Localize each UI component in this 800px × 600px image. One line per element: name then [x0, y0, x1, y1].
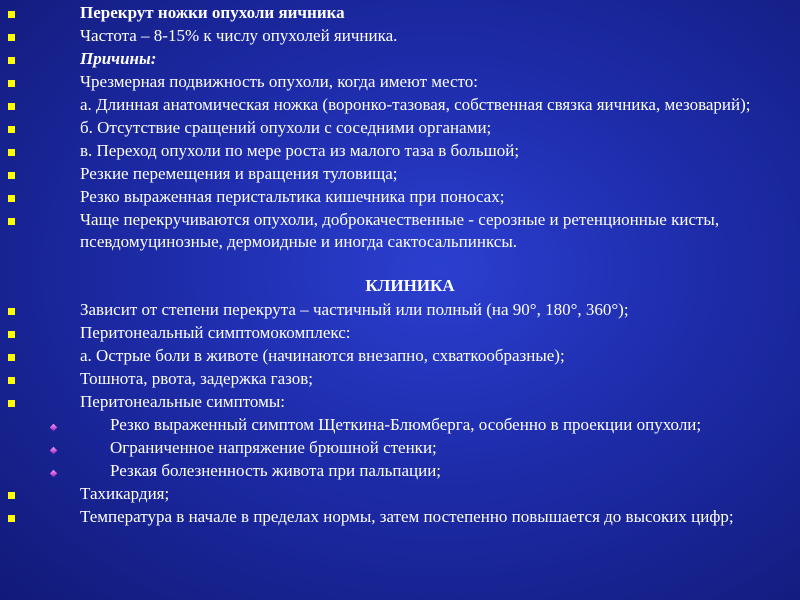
list-item — [0, 2, 800, 24]
list-item-text: Температура в начале в пределах нормы, затем постепенно повышается до высоких цифр; — [80, 507, 734, 526]
list-item-text: Зависит от степени перекрута – частичный или полный (на 90°, 180°, 360°); — [80, 300, 629, 319]
list-item — [0, 117, 800, 139]
square-bullet-icon — [8, 492, 15, 499]
sub-list-item — [0, 437, 800, 459]
list-item-text: в. Переход опухоли по мере роста из малого таза в большой; — [80, 141, 520, 160]
list-item-text: Резко выраженная перистальтика кишечника при поносах; — [80, 187, 505, 206]
diamond-bullet-icon — [50, 470, 57, 477]
diamond-bullet-icon — [50, 447, 57, 454]
section-heading: КЛИНИКА — [365, 276, 455, 295]
square-bullet-icon — [8, 34, 15, 41]
list-item — [0, 506, 800, 528]
list-item-text: б. Отсутствие сращений опухоли с соседними органами; — [80, 118, 492, 137]
list-item — [0, 25, 800, 47]
square-bullet-icon — [8, 103, 15, 110]
square-bullet-icon — [8, 308, 15, 315]
list-item — [0, 209, 800, 253]
list-item — [0, 186, 800, 208]
list-item — [0, 71, 800, 93]
sub-list-item — [0, 460, 800, 482]
list-item-text: Перитонеальный симптомокомплекс: — [80, 323, 351, 342]
square-bullet-icon — [8, 149, 15, 156]
list-item — [0, 483, 800, 505]
list-item-text: Тошнота, рвота, задержка газов; — [80, 369, 314, 388]
list-item-text: Чаще перекручиваются опухоли, доброкачественные - серозные и ретенционные кисты, псевдомуцинозные, дермоидные и иногда сактосальпинксы. — [80, 210, 720, 251]
square-bullet-icon — [8, 377, 15, 384]
causes-label: Причины: — [80, 49, 157, 68]
square-bullet-icon — [8, 172, 15, 179]
list-item — [0, 140, 800, 162]
diamond-bullet-icon — [50, 424, 57, 431]
square-bullet-icon — [8, 11, 15, 18]
list-item-text: Тахикардия; — [80, 484, 170, 503]
list-item — [0, 322, 800, 344]
slide-title: Перекрут ножки опухоли яичника — [80, 3, 345, 22]
list-item-text: Перитонеальные симптомы: — [80, 392, 286, 411]
list-item-text: Частота – 8-15% к числу опухолей яичника. — [80, 26, 398, 45]
square-bullet-icon — [8, 195, 15, 202]
list-item — [0, 299, 800, 321]
list-item — [0, 48, 800, 70]
list-item-text: Чрезмерная подвижность опухоли, когда имеют место: — [80, 72, 478, 91]
list-item-text: а. Острые боли в животе (начинаются внезапно, схваткообразные); — [80, 346, 565, 365]
square-bullet-icon — [8, 354, 15, 361]
list-item-text: а. Длинная анатомическая ножка (воронко-тазовая, собственная связка яичника, мезоварий); — [80, 95, 751, 114]
square-bullet-icon — [8, 400, 15, 407]
list-item — [0, 94, 800, 116]
list-item — [0, 163, 800, 185]
square-bullet-icon — [8, 80, 15, 87]
square-bullet-icon — [8, 515, 15, 522]
square-bullet-icon — [8, 57, 15, 64]
square-bullet-icon — [8, 218, 15, 225]
sub-list-item — [0, 414, 800, 436]
sub-list-item-text: Резко выраженный симптом Щеткина-Блюмберга, особенно в проекции опухоли; — [110, 415, 702, 434]
square-bullet-icon — [8, 331, 15, 338]
sub-list-item-text: Ограниченное напряжение брюшной стенки; — [110, 438, 437, 457]
list-item — [0, 368, 800, 390]
list-item-text: Резкие перемещения и вращения туловища; — [80, 164, 398, 183]
square-bullet-icon — [8, 126, 15, 133]
list-item — [0, 391, 800, 413]
sub-list-item-text: Резкая болезненность живота при пальпации; — [110, 461, 442, 480]
list-item — [0, 345, 800, 367]
